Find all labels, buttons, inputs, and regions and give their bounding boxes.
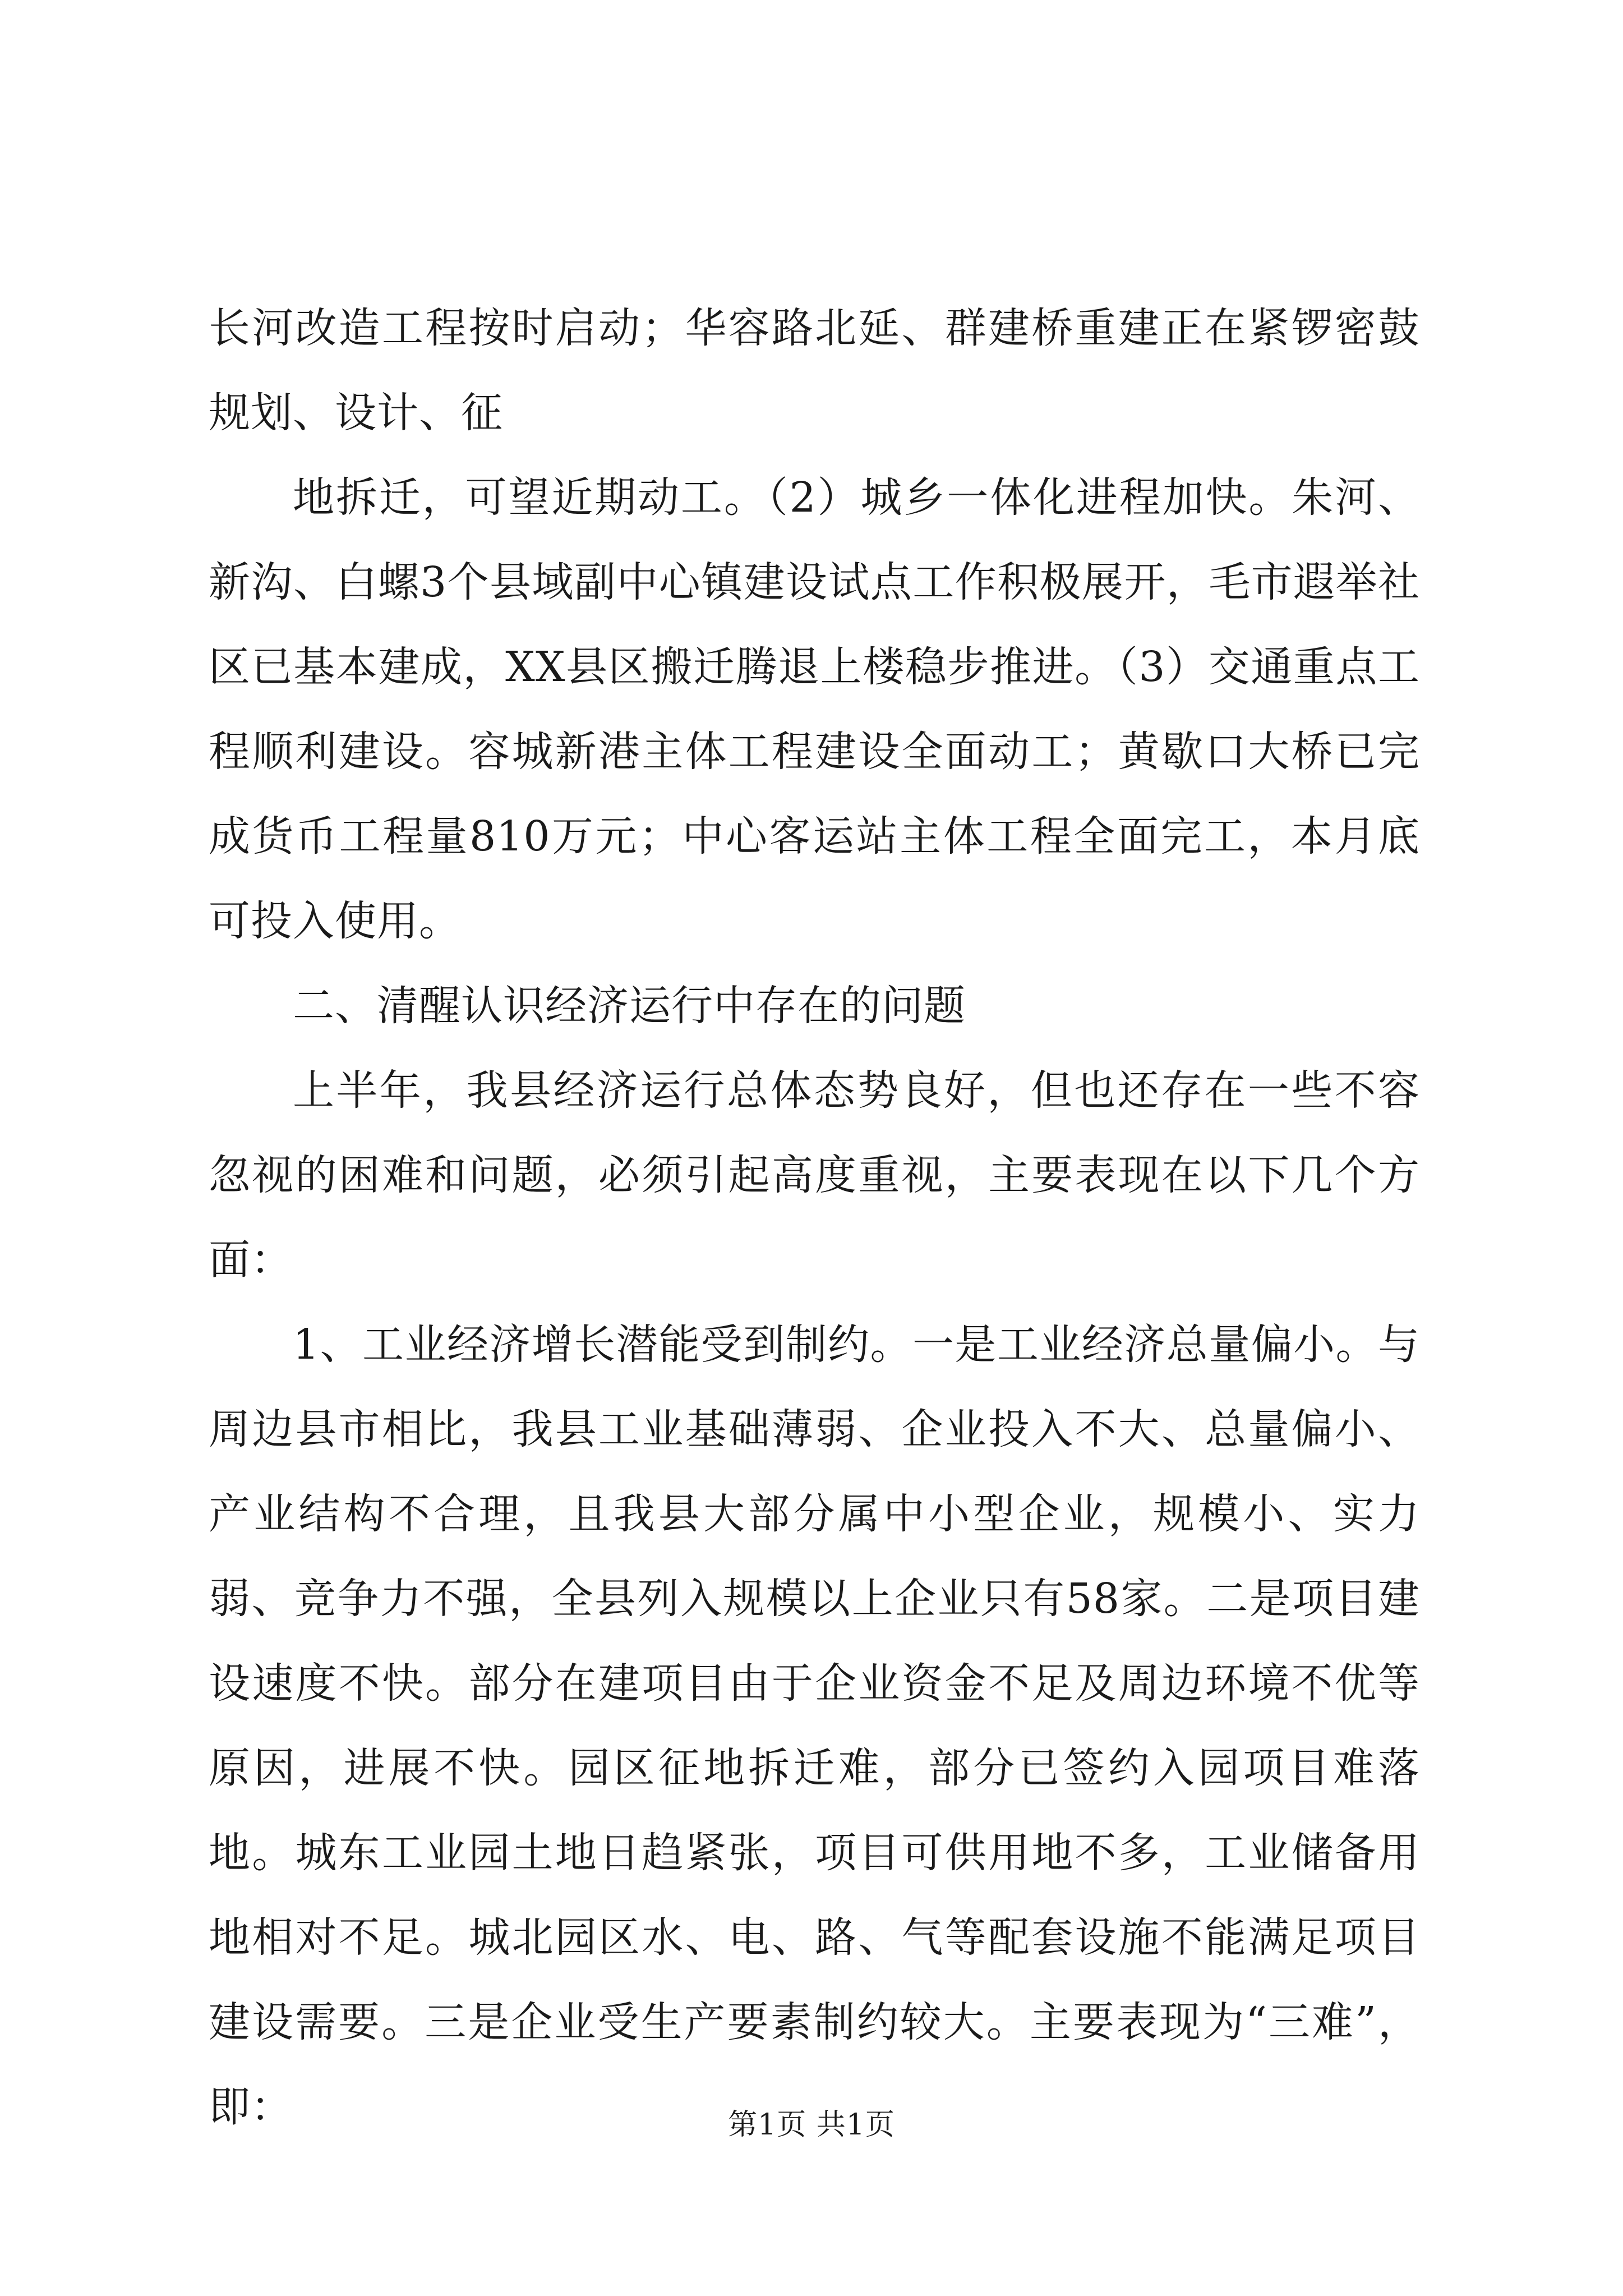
paragraph-industry: 1、工业经济增长潜能受到制约。一是工业经济总量偏小。与周边县市相比，我县工业基础薄弱、企业投入不大、总量偏小、产业结构不合理，且我县大部分属中小型企业，规模小、实力弱、竞争力不强，全县列入规模以上企业只有58家。二是项目建设速度不快。部分在建项目由于企业资金不足及周边环境不优等原因，进展不快。园区征地拆迁难，部分已签约入园项目难落地。城东工业园土地日趋紧张，项目可供用地不多，工业储备用地相对不足。城北园区水、电、路、气等配套设施不能满足项目建设需要。三是企业受生产要素制约较大。主要表现为“三难”，即： xyxy=(209,1320,1420,2131)
paragraph-progress: 地拆迁，可望近期动工。（2）城乡一体化进程加快。朱河、新沟、白螺3个县域副中心镇建设试点工作积极展开，毛市遐举社区已基本建成，XX县区搬迁腾退上楼稳步推进。（3）交通重点工程顺利建设。容城新港主体工程建设全面动工；黄歇口大桥已完成货币工程量810万元；中心客运站主体工程全面完工，本月底可投入使用。 xyxy=(209,473,1420,945)
page-footer: 第1页 共1页 xyxy=(728,2108,895,2142)
paragraph-continued: 长河改造工程按时启动；华容路北延、群建桥重建正在紧锣密鼓规划、设计、征 xyxy=(209,304,1420,437)
document-body xyxy=(209,286,1420,2150)
paragraph-intro: 上半年，我县经济运行总体态势良好，但也还存在一些不容忽视的困难和问题，必须引起高度重视，主要表现在以下几个方面： xyxy=(209,1066,1420,1284)
section-heading: 二、清醒认识经济运行中存在的问题 xyxy=(293,982,966,1030)
